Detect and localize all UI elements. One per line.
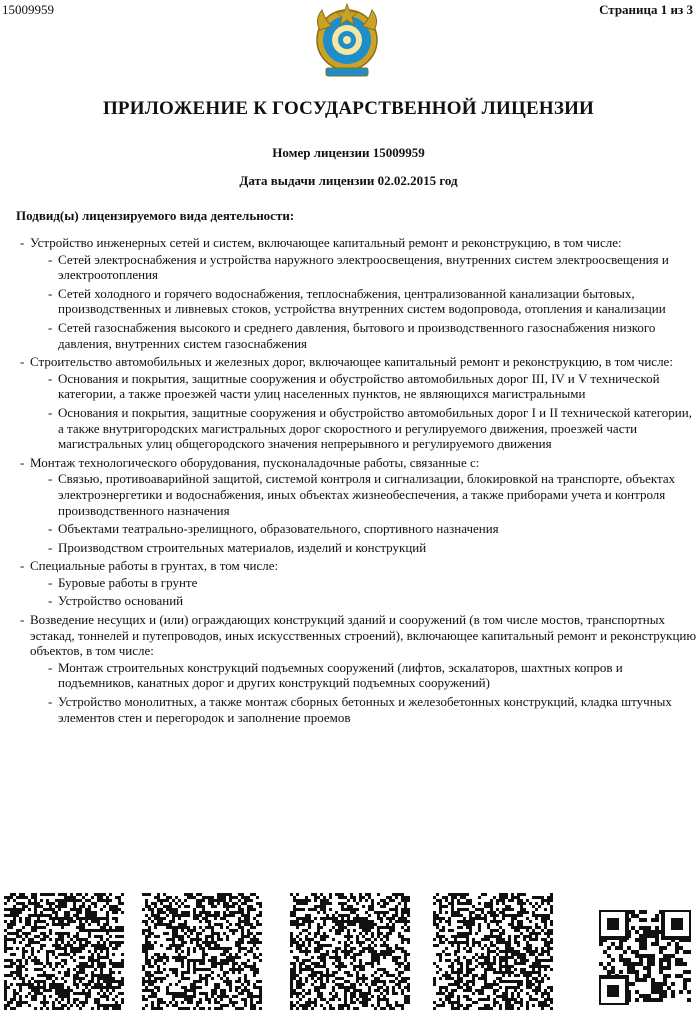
sub-activity-text: Монтаж строительных конструкций подъемных сооружений (лифтов, эскалаторов, шахтных копров и подъемников, канатных дорог и других конструкций подъемных сооружений)	[58, 659, 623, 691]
license-number: Номер лицензии 15009959	[272, 145, 425, 160]
bullet-marker: -	[20, 235, 25, 250]
sub-activity-item	[44, 252, 697, 283]
sub-activity-text: Производством строительных материалов, изделий и конструкций	[58, 539, 427, 555]
activity-text: Строительство автомобильных и железных дорог, включающее капитальный ремонт и реконструкцию, в том числе:	[30, 354, 673, 370]
bullet-marker: -	[48, 574, 53, 590]
activity-item	[16, 455, 697, 556]
sub-activity-item	[44, 521, 697, 537]
page-indicator: Страница 1 из 3	[599, 2, 693, 17]
subtypes-heading: Подвид(ы) лицензируемого вида деятельности:	[16, 208, 295, 223]
bullet-marker: -	[20, 454, 25, 470]
bullet-marker: -	[48, 251, 53, 267]
sub-activity-text: Сетей холодного и горячего водоснабжения, теплоснабжения, централизованной канализации бытовых, производственных и ливневых стоков, устройства внутренних систем водопровода, отопления и канализации	[58, 285, 666, 317]
sub-activity-text: Устройство монолитных, а также монтаж сборных бетонных и железобетонных конструкций, кладка штучных элементов стен и перегородок и заполнение проемов	[58, 694, 672, 725]
bullet-marker: -	[48, 539, 53, 555]
sub-activity-text: Основания и покрытия, защитные сооружения и обустройство автомобильных дорог III, IV и V технической категории, а также проезжей части улиц населенных пунктов, не являющихся магистральными	[58, 370, 660, 402]
2d-barcode-icon	[4, 893, 124, 1010]
2d-barcode-icon	[433, 893, 553, 1010]
sub-activity-item	[44, 575, 697, 591]
sub-activity-item	[44, 471, 697, 518]
sub-activity-item	[44, 371, 697, 402]
activity-text: Монтаж технологического оборудования, пусконаладочные работы, связанные с:	[30, 454, 480, 470]
bullet-marker: -	[48, 285, 53, 301]
sub-activity-text: Сетей газоснабжения высокого и среднего давления, бытового и производственного газоснабжения низкого давления, внутренних систем газоснабжения	[58, 319, 656, 351]
activity-item	[16, 235, 697, 351]
sub-activity-text: Буровые работы в грунте	[58, 574, 198, 590]
bullet-marker: -	[48, 471, 53, 487]
activity-item	[16, 558, 697, 609]
sub-activity-item	[44, 540, 697, 556]
bullet-marker: -	[48, 319, 53, 335]
bullet-marker: -	[20, 612, 25, 628]
sub-activity-text: Устройство оснований	[58, 593, 184, 609]
kazakhstan-emblem-icon	[312, 2, 382, 82]
sub-activity-item	[44, 405, 697, 452]
activity-item	[16, 354, 697, 452]
qr-code-icon	[599, 910, 691, 1005]
page-title: ПРИЛОЖЕНИЕ К ГОСУДАРСТВЕННОЙ ЛИЦЕНЗИИ	[102, 98, 595, 119]
bullet-marker: -	[48, 521, 53, 537]
activity-text: Специальные работы в грунтах, в том числе:	[30, 558, 279, 574]
sub-activity-item	[44, 660, 697, 691]
sub-activity-item	[44, 593, 697, 609]
activity-list	[16, 235, 697, 728]
sub-activity-item	[44, 320, 697, 351]
sub-activity-list	[44, 575, 697, 609]
document-number: 15009959	[2, 2, 54, 17]
sub-activity-text: Сетей электроснабжения и устройства наружного электроосвещения, внутренних систем электроосвещения и электроотопления	[58, 251, 669, 283]
sub-activity-list	[44, 471, 697, 555]
bullet-marker: -	[20, 558, 25, 574]
activity-item	[16, 612, 697, 725]
bullet-marker: -	[48, 404, 53, 420]
sub-activity-list	[44, 252, 697, 352]
sub-activity-list	[44, 660, 697, 725]
bullet-marker: -	[48, 370, 53, 386]
sub-activity-list	[44, 371, 697, 452]
bullet-marker: -	[48, 659, 53, 675]
sub-activity-item	[44, 286, 697, 317]
sub-activity-text: Основания и покрытия, защитные сооружения и обустройство автомобильных дорог I и II технической категории, а также внутригородских магистральных дорог скоростного и регулируемого движения, проезжей части магистральных улиц общегородского значения непрерывного и регулируемого движения	[58, 404, 692, 452]
sub-activity-text: Объектами театрально-зрелищного, образовательного, спортивного назначения	[58, 521, 499, 537]
activity-text: Возведение несущих и (или) ограждающих конструкций зданий и сооружений (в том числе мостов, транспортных эстакад, тоннелей и путепроводов, иных искусственных строений), включающее капитальный ремонт и реконструкцию объектов, в том числе:	[30, 612, 697, 659]
sub-activity-item	[44, 694, 697, 725]
2d-barcode-icon	[290, 893, 410, 1010]
activity-text: Устройство инженерных сетей и систем, включающее капитальный ремонт и реконструкцию, в том числе:	[30, 235, 622, 250]
2d-barcode-icon	[142, 893, 262, 1010]
bullet-marker: -	[48, 694, 53, 710]
bullet-marker: -	[20, 354, 25, 370]
bullet-marker: -	[48, 593, 53, 609]
issue-date: Дата выдачи лицензии 02.02.2015 год	[239, 173, 458, 188]
sub-activity-text: Связью, противоаварийной защитой, системой контроля и сигнализации, блокировкой на транспорте, объектах электроэнергетики и водоснабжения, иных объектах жизнеобеспечения, а также приборами учета и контроля производственного назначения	[58, 471, 676, 518]
